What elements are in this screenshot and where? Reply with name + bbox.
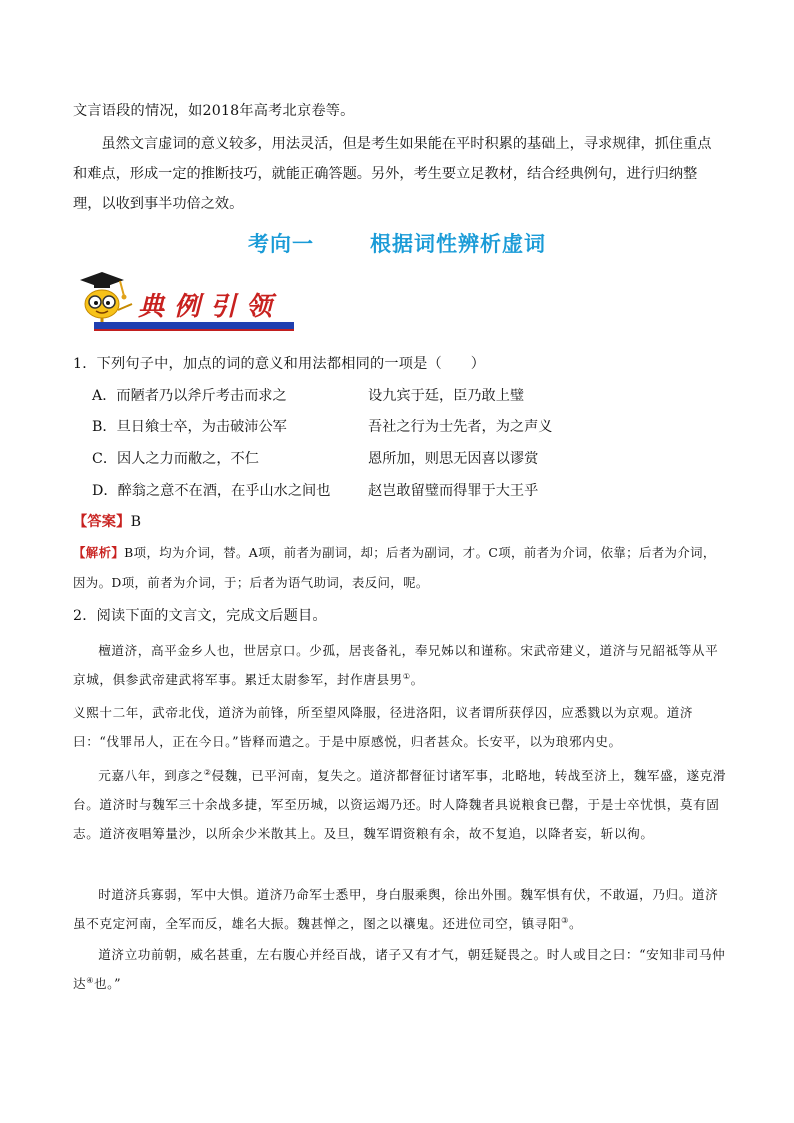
answer-value: B bbox=[130, 514, 142, 530]
analysis-paragraph bbox=[73, 538, 727, 598]
passage-text: 时道济兵寡弱，军中大惧。道济乃命军士悉甲，身白服乘舆，徐出外围。魏军惧有伏，不敢逼，乃归。道济虽不克定河南，全军而反，雄名大振。魏甚惮之，图之以禳鬼。还进位司空，镇寻阳 bbox=[73, 887, 719, 931]
option-b-right: 吾社之行为士先者，为之声义 bbox=[368, 419, 553, 435]
analysis-label: 【解析】 bbox=[73, 545, 125, 560]
option-c-left: C．因人之力而敝之，不仁 bbox=[92, 451, 259, 467]
section-title-part1: 考向一 bbox=[248, 232, 314, 256]
intro-paragraph: 虽然文言虚词的意义较多，用法灵活，但是考生如果能在平时积累的基础上，寻求规律，抓住重点和难点，形成一定的推断技巧，就能正确答题。另外，考生要立足教材，结合经典例句，进行归纳整理，以收到事半功倍之效。 bbox=[73, 136, 712, 212]
section-title-part2: 根据词性辨析虚词 bbox=[370, 232, 546, 256]
passage-text: 元嘉八年，到彦之 bbox=[98, 768, 204, 783]
note-marker-2: ② bbox=[203, 767, 212, 777]
example-banner bbox=[72, 270, 302, 334]
banner-title: 典例引领 bbox=[138, 292, 283, 322]
note-marker-4: ④ bbox=[86, 975, 94, 985]
passage-text: 侵魏，已平河南，复失之。道济都督征讨诸军事，北略地，转战至济上，魏军盛，遂克滑台。道济时与魏军三十余战多捷，军至历城，以资运竭乃还。时人降魏者具说粮食已罄，于是士卒忧惧，莫有固志。道济夜唱筹量沙，以所余少米散其上。及旦，魏军谓资粮有余，故不复追，以降者妄，斩以徇。 bbox=[73, 768, 727, 841]
answer-line bbox=[73, 512, 723, 532]
passage-paragraph-5 bbox=[73, 940, 727, 998]
passage-text: 也。” bbox=[93, 976, 122, 991]
option-d-right: 赵岂敢留璧而得罪于大王乎 bbox=[368, 483, 539, 499]
passage-text: 。 bbox=[568, 916, 583, 931]
intro-line: 文言语段的情况，如2018年高考北京卷等。 bbox=[73, 103, 355, 119]
passage-paragraph-4 bbox=[73, 880, 727, 938]
question1-stem: 1．下列句子中，加点的词的意义和用法都相同的一项是（ ） bbox=[73, 356, 486, 372]
passage-paragraph-3 bbox=[73, 761, 727, 848]
question2-stem: 2．阅读下面的文言文，完成文后题目。 bbox=[73, 608, 327, 624]
passage-text: 檀道济，高平金乡人也，世居京口。少孤，居丧备礼，奉兄姊以和谨称。宋武帝建义，道济与兄韶祗等从平京城，俱参武帝建武将军事。累迁太尉参军，封作唐县男 bbox=[73, 643, 719, 687]
passage-text: 。 bbox=[410, 672, 424, 687]
analysis-text: B项，均为介词，替。A项，前者为副词，却；后者为副词，才。C项，前者为介词，依靠；后者为介词，因为。D项，前者为介词，于；后者为语气助词，表反问，呢。 bbox=[73, 545, 716, 590]
option-c-right: 恩所加，则思无因喜以谬赏 bbox=[368, 451, 539, 467]
answer-label: 【答案】 bbox=[73, 514, 131, 530]
note-marker-1: ① bbox=[402, 671, 411, 681]
option-b-left: B．旦日飨士卒，为击破沛公军 bbox=[92, 419, 287, 435]
banner-underline bbox=[94, 322, 294, 331]
option-a-left: A．而陋者乃以斧斤考击而求之 bbox=[92, 388, 287, 404]
option-d-left: D．醉翁之意不在酒，在乎山水之间也 bbox=[92, 483, 331, 499]
passage-paragraph-1 bbox=[73, 636, 727, 694]
note-marker-3: ③ bbox=[561, 915, 569, 925]
passage-paragraph-2: 义熙十二年，武帝北伐，道济为前锋，所至望风降服，径进洛阳，议者谓所获俘囚，应悉戮以为京观。道济曰：“伐罪吊人，正在今日。”皆释而遣之。于是中原感悦，归者甚众。长安平，以为琅邪内史。 bbox=[73, 705, 694, 749]
option-a-right: 设九宾于廷，臣乃敢上璧 bbox=[368, 388, 525, 404]
passage-text: 道济立功前朝，威名甚重，左右腹心并经百战，诸子又有才气，朝廷疑畏之。时人或目之曰：“安知非司马仲达 bbox=[73, 947, 726, 991]
section-title bbox=[0, 228, 794, 258]
